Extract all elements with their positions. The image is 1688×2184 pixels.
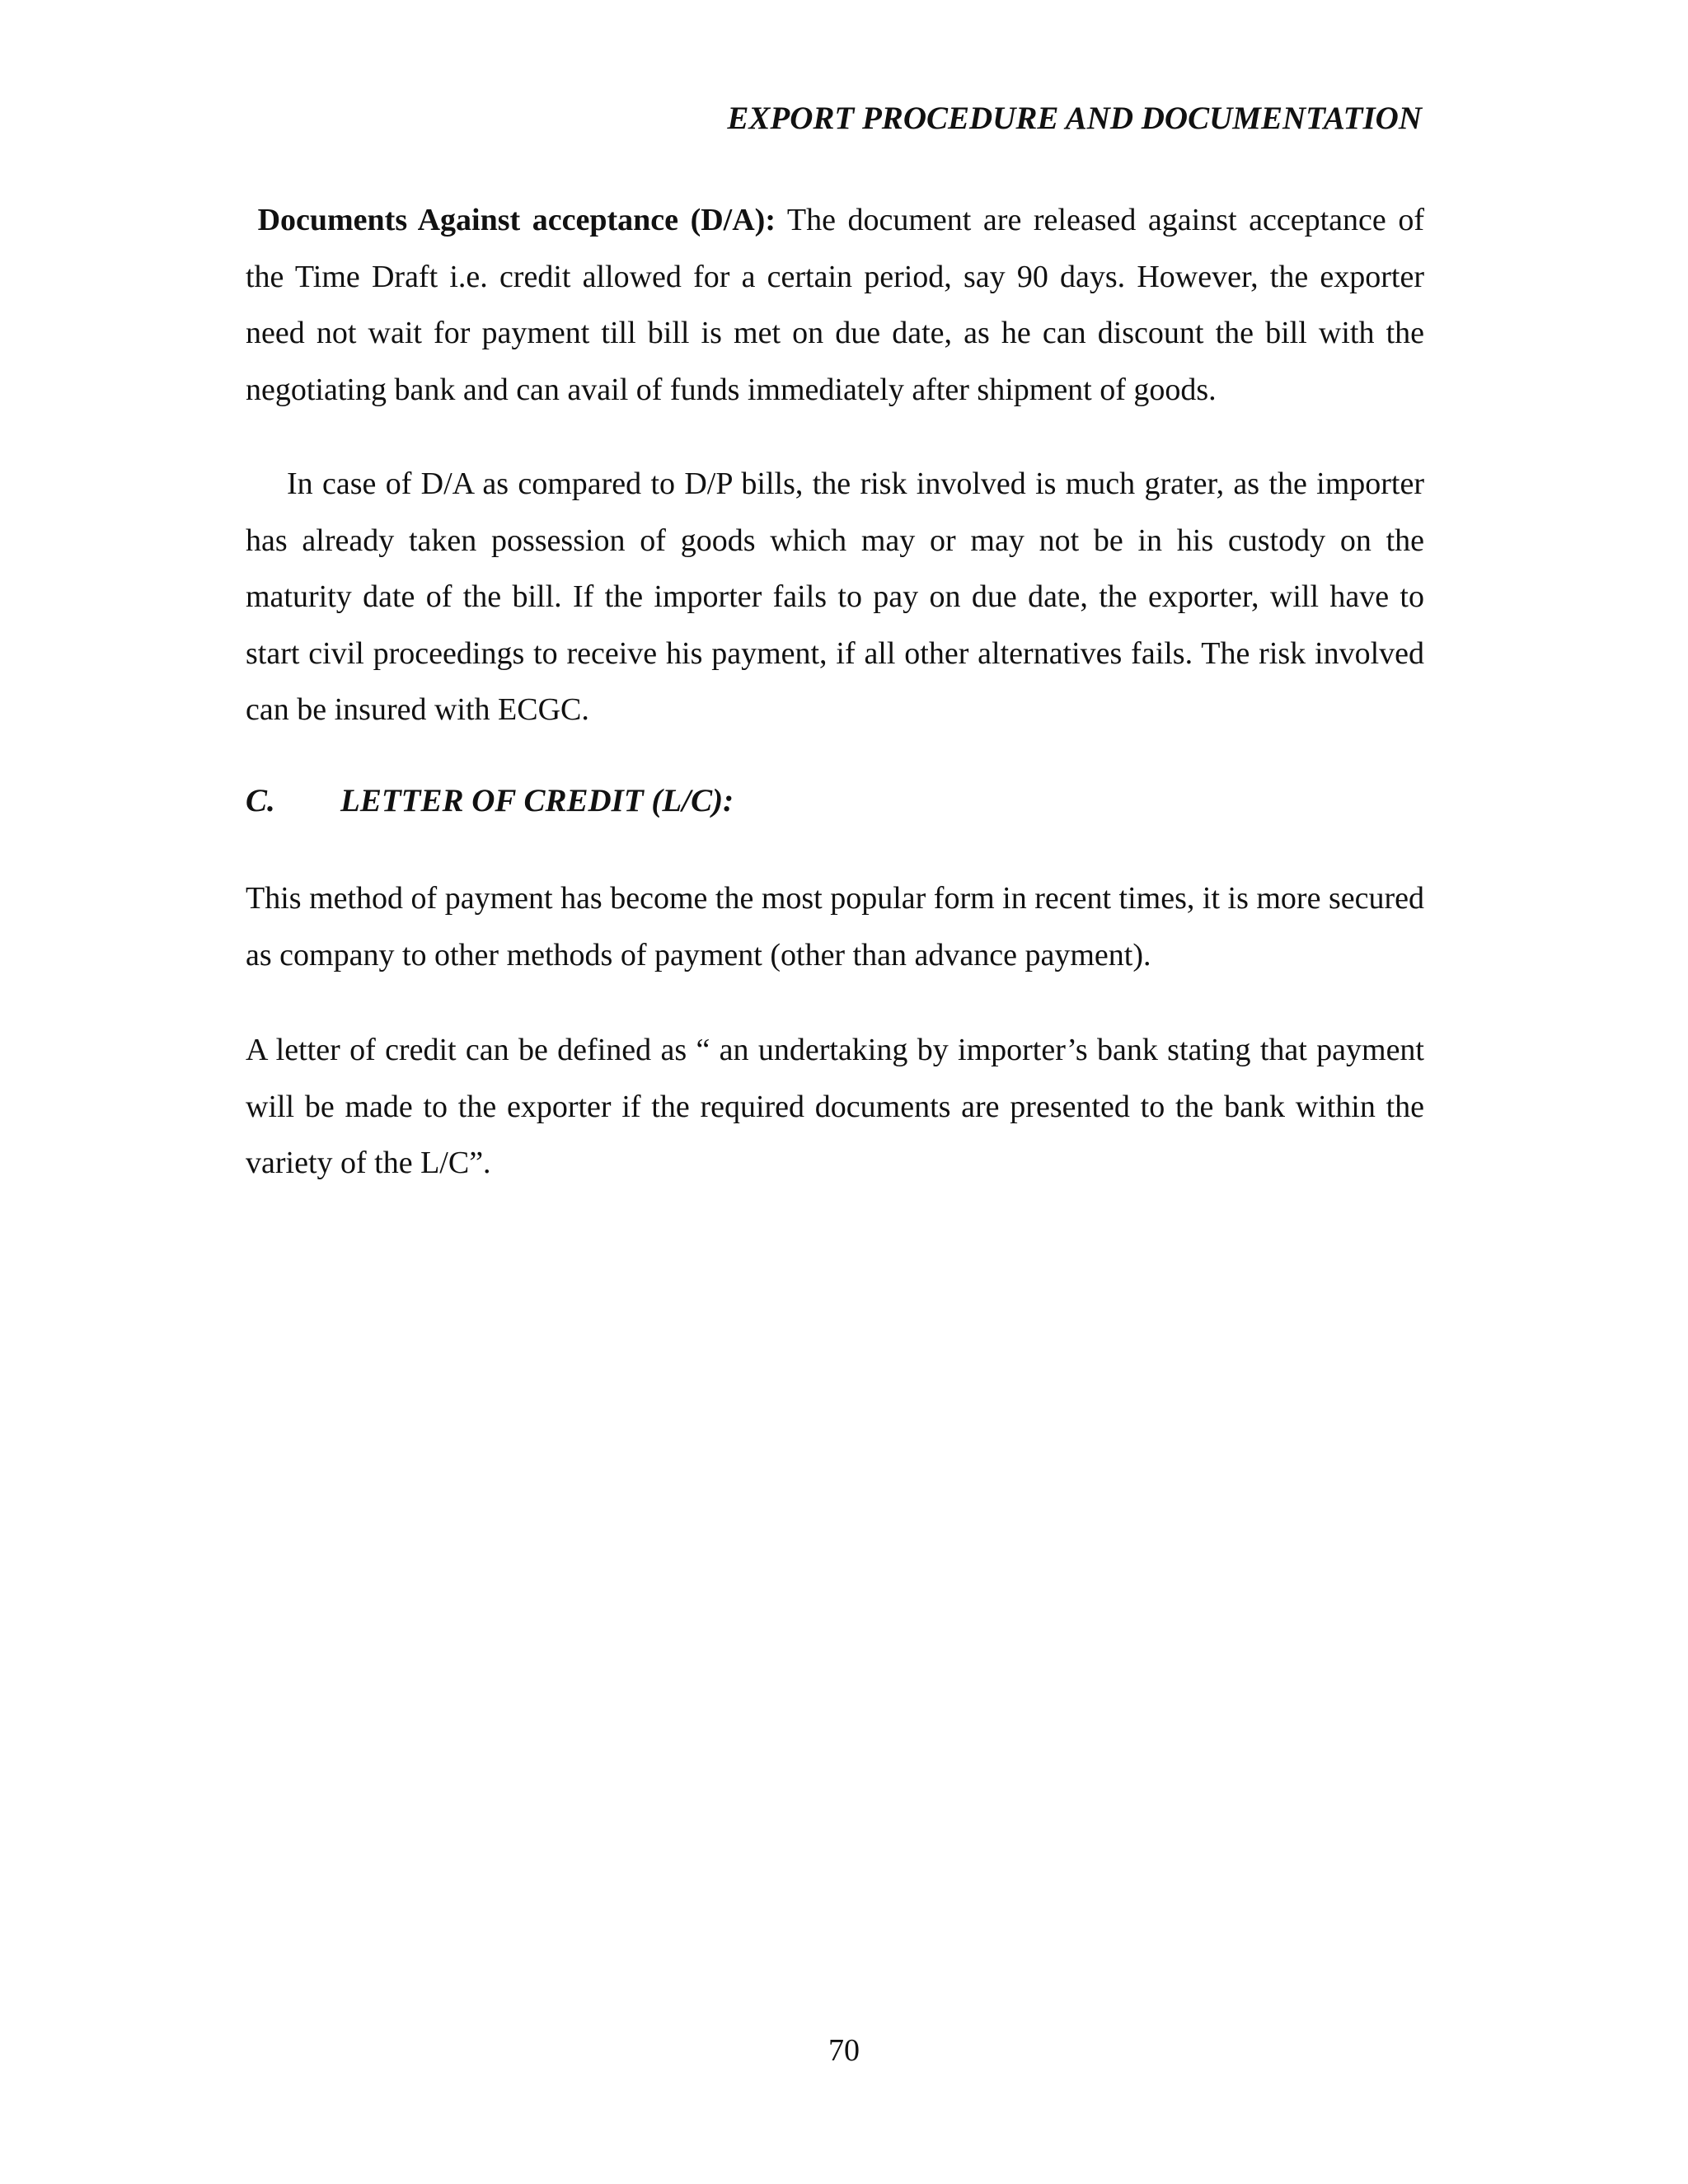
paragraph-lc-method: This method of payment has become the most popular form in recent times, it is more secured as company to other methods of payment (other than advance payment). <box>246 881 1424 972</box>
section-letter: C. <box>246 783 275 818</box>
paragraph-da-risk: In case of D/A as compared to D/P bills, the risk involved is much grater, as the importer has already taken possession of goods which may or may not be in his custody on the maturity date of the bill. If the importer fails to pay on due date, the exporter, will have to start civil proceedings to receive his payment, if all other alternatives fails. The risk involved can be insured with ECGC. <box>246 466 1424 727</box>
page-number: 70 <box>828 2033 860 2068</box>
paragraph-documents-against-acceptance <box>246 192 1424 418</box>
section-title: LETTER OF CREDIT (L/C): <box>340 783 734 818</box>
section-heading-letter-of-credit <box>246 780 734 823</box>
paragraph-da-text: The document are released against acceptance of the Time Draft i.e. credit allowed for a certain period, say 90 days. However, the exporter need not wait for payment till bill is met on due date, as he can discount the bill with the negotiating bank and can avail of funds immediately after shipment of goods. <box>246 203 1424 407</box>
paragraph-lc-definition: A letter of credit can be defined as “ an undertaking by importer’s bank stating that payment will be made to the exporter if the required documents are presented to the bank within the variety of the L/C”. <box>246 1033 1424 1180</box>
term-documents-against-acceptance: Documents Against acceptance (D/A): <box>257 203 776 237</box>
running-header: EXPORT PROCEDURE AND DOCUMENTATION <box>727 101 1422 136</box>
